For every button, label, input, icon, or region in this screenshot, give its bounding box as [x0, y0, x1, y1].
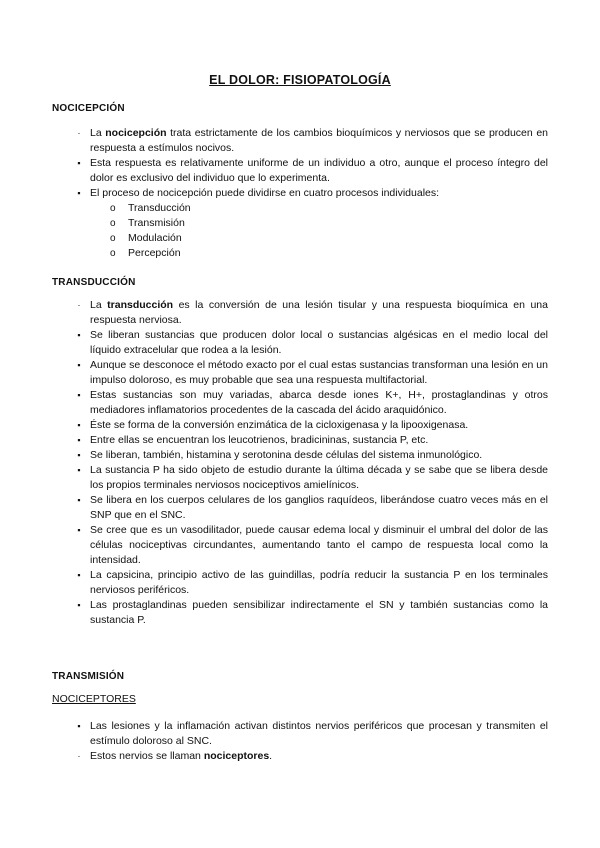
bullet-icon: ▪ — [77, 465, 81, 475]
list-item: · La nocicepción trata estrictamente de los cambios bioquímicos y nerviosos que se producen en respuesta a estímulos nocivos. — [72, 126, 548, 156]
bullet-icon: ▪ — [77, 188, 81, 198]
bullet-icon: ▪ — [77, 525, 81, 535]
list-item: ▪ Las prostaglandinas pueden sensibilizar indirectamente el SN y también sustancias como la sustancia P. — [72, 598, 548, 628]
bullet-icon: ▪ — [77, 360, 81, 370]
bullet-icon: · — [77, 128, 81, 138]
sublist-item: o Percepción — [110, 247, 181, 259]
section-heading-transduccion: TRANSDUCCIÓN — [52, 277, 136, 288]
list-item: ▪ La capsicina, principio activo de las guindillas, podría reducir la sustancia P en los terminales nerviosos periféricos. — [72, 568, 548, 598]
list-item: ▪ Se cree que es un vasodilitador, puede causar edema local y disminuir el umbral del dolor de las células nociceptivas circundantes, aumentando tanto el campo de respuesta local como la intensidad. — [72, 523, 548, 568]
section-heading-transmision: TRANSMISIÓN — [52, 671, 125, 682]
list-item: ▪ Se liberan sustancias que producen dolor local o sustancias algésicas en el medio local del líquido extracelular que rodea a la lesión. — [72, 328, 548, 358]
bullet-icon: · — [77, 751, 81, 761]
sublist-item: o Transmisión — [110, 217, 185, 229]
list-item: ▪ Las lesiones y la inflamación activan distintos nervios periféricos que procesan y transmiten el estímulo doloroso al SNC. — [72, 719, 548, 749]
list-item: ▪ Estas sustancias son muy variadas, abarca desde iones K+, H+, prostaglandinas y otros mediadores inflamatorios procedentes de la cascada del ácido araquidónico. — [72, 388, 548, 418]
bullet-icon: ▪ — [77, 450, 81, 460]
circle-bullet-icon: o — [110, 218, 116, 229]
bullet-icon: ▪ — [77, 420, 81, 430]
list-item: · La transducción es la conversión de una lesión tisular y una respuesta bioquímica en una respuesta nerviosa. — [72, 298, 548, 328]
transduccion-list — [72, 298, 548, 628]
section-heading-nocicepcion: NOCICEPCIÓN — [52, 103, 125, 114]
subsection-heading-nociceptores: NOCICEPTORES — [52, 693, 136, 705]
list-item: ▪ Se liberan, también, histamina y serotonina desde células del sistema inmunológico. — [72, 448, 548, 463]
page-title: EL DOLOR: FISIOPATOLOGÍA — [209, 73, 391, 87]
bullet-icon: ▪ — [77, 158, 81, 168]
circle-bullet-icon: o — [110, 203, 116, 214]
list-item: ▪ La sustancia P ha sido objeto de estudio durante la última década y se sabe que se libera desde los propios terminales nerviosos nociceptivos amielínicos. — [72, 463, 548, 493]
list-item: ▪ Aunque se desconoce el método exacto por el cual estas sustancias transforman una lesión en un impulso doloroso, es muy probable que sea una respuesta multifactorial. — [72, 358, 548, 388]
sublist-item: o Transducción — [110, 202, 191, 214]
list-item: ▪ El proceso de nocicepción puede dividirse en cuatro procesos individuales: o Transducción o Transmisión o Modulación o Percepción — [72, 186, 548, 261]
list-item: · Estos nervios se llaman nociceptores. — [72, 749, 548, 764]
sublist-item: o Modulación — [110, 232, 182, 244]
transmision-list — [72, 719, 548, 764]
bullet-icon: ▪ — [77, 570, 81, 580]
bullet-icon: ▪ — [77, 600, 81, 610]
bullet-icon: ▪ — [77, 330, 81, 340]
list-item: ▪ Entre ellas se encuentran los leucotrienos, bradicininas, sustancia P, etc. — [72, 433, 548, 448]
circle-bullet-icon: o — [110, 233, 116, 244]
circle-bullet-icon: o — [110, 248, 116, 259]
list-item: ▪ Éste se forma de la conversión enzimática de la cicloxigenasa y la lipooxigenasa. — [72, 418, 548, 433]
list-item: ▪ Se libera en los cuerpos celulares de los ganglios raquídeos, liberándose cuatro veces más en el SNP que en el SNC. — [72, 493, 548, 523]
nocicepcion-list — [72, 126, 548, 261]
list-item: ▪ Esta respuesta es relativamente uniforme de un individuo a otro, aunque el proceso íntegro del dolor es exclusivo del individuo que lo experimenta. — [72, 156, 548, 186]
bullet-icon: ▪ — [77, 721, 81, 731]
bullet-icon: ▪ — [77, 435, 81, 445]
bullet-icon: ▪ — [77, 495, 81, 505]
nocicepcion-sublist — [90, 201, 548, 261]
bullet-icon: · — [77, 300, 81, 310]
bullet-icon: ▪ — [77, 390, 81, 400]
